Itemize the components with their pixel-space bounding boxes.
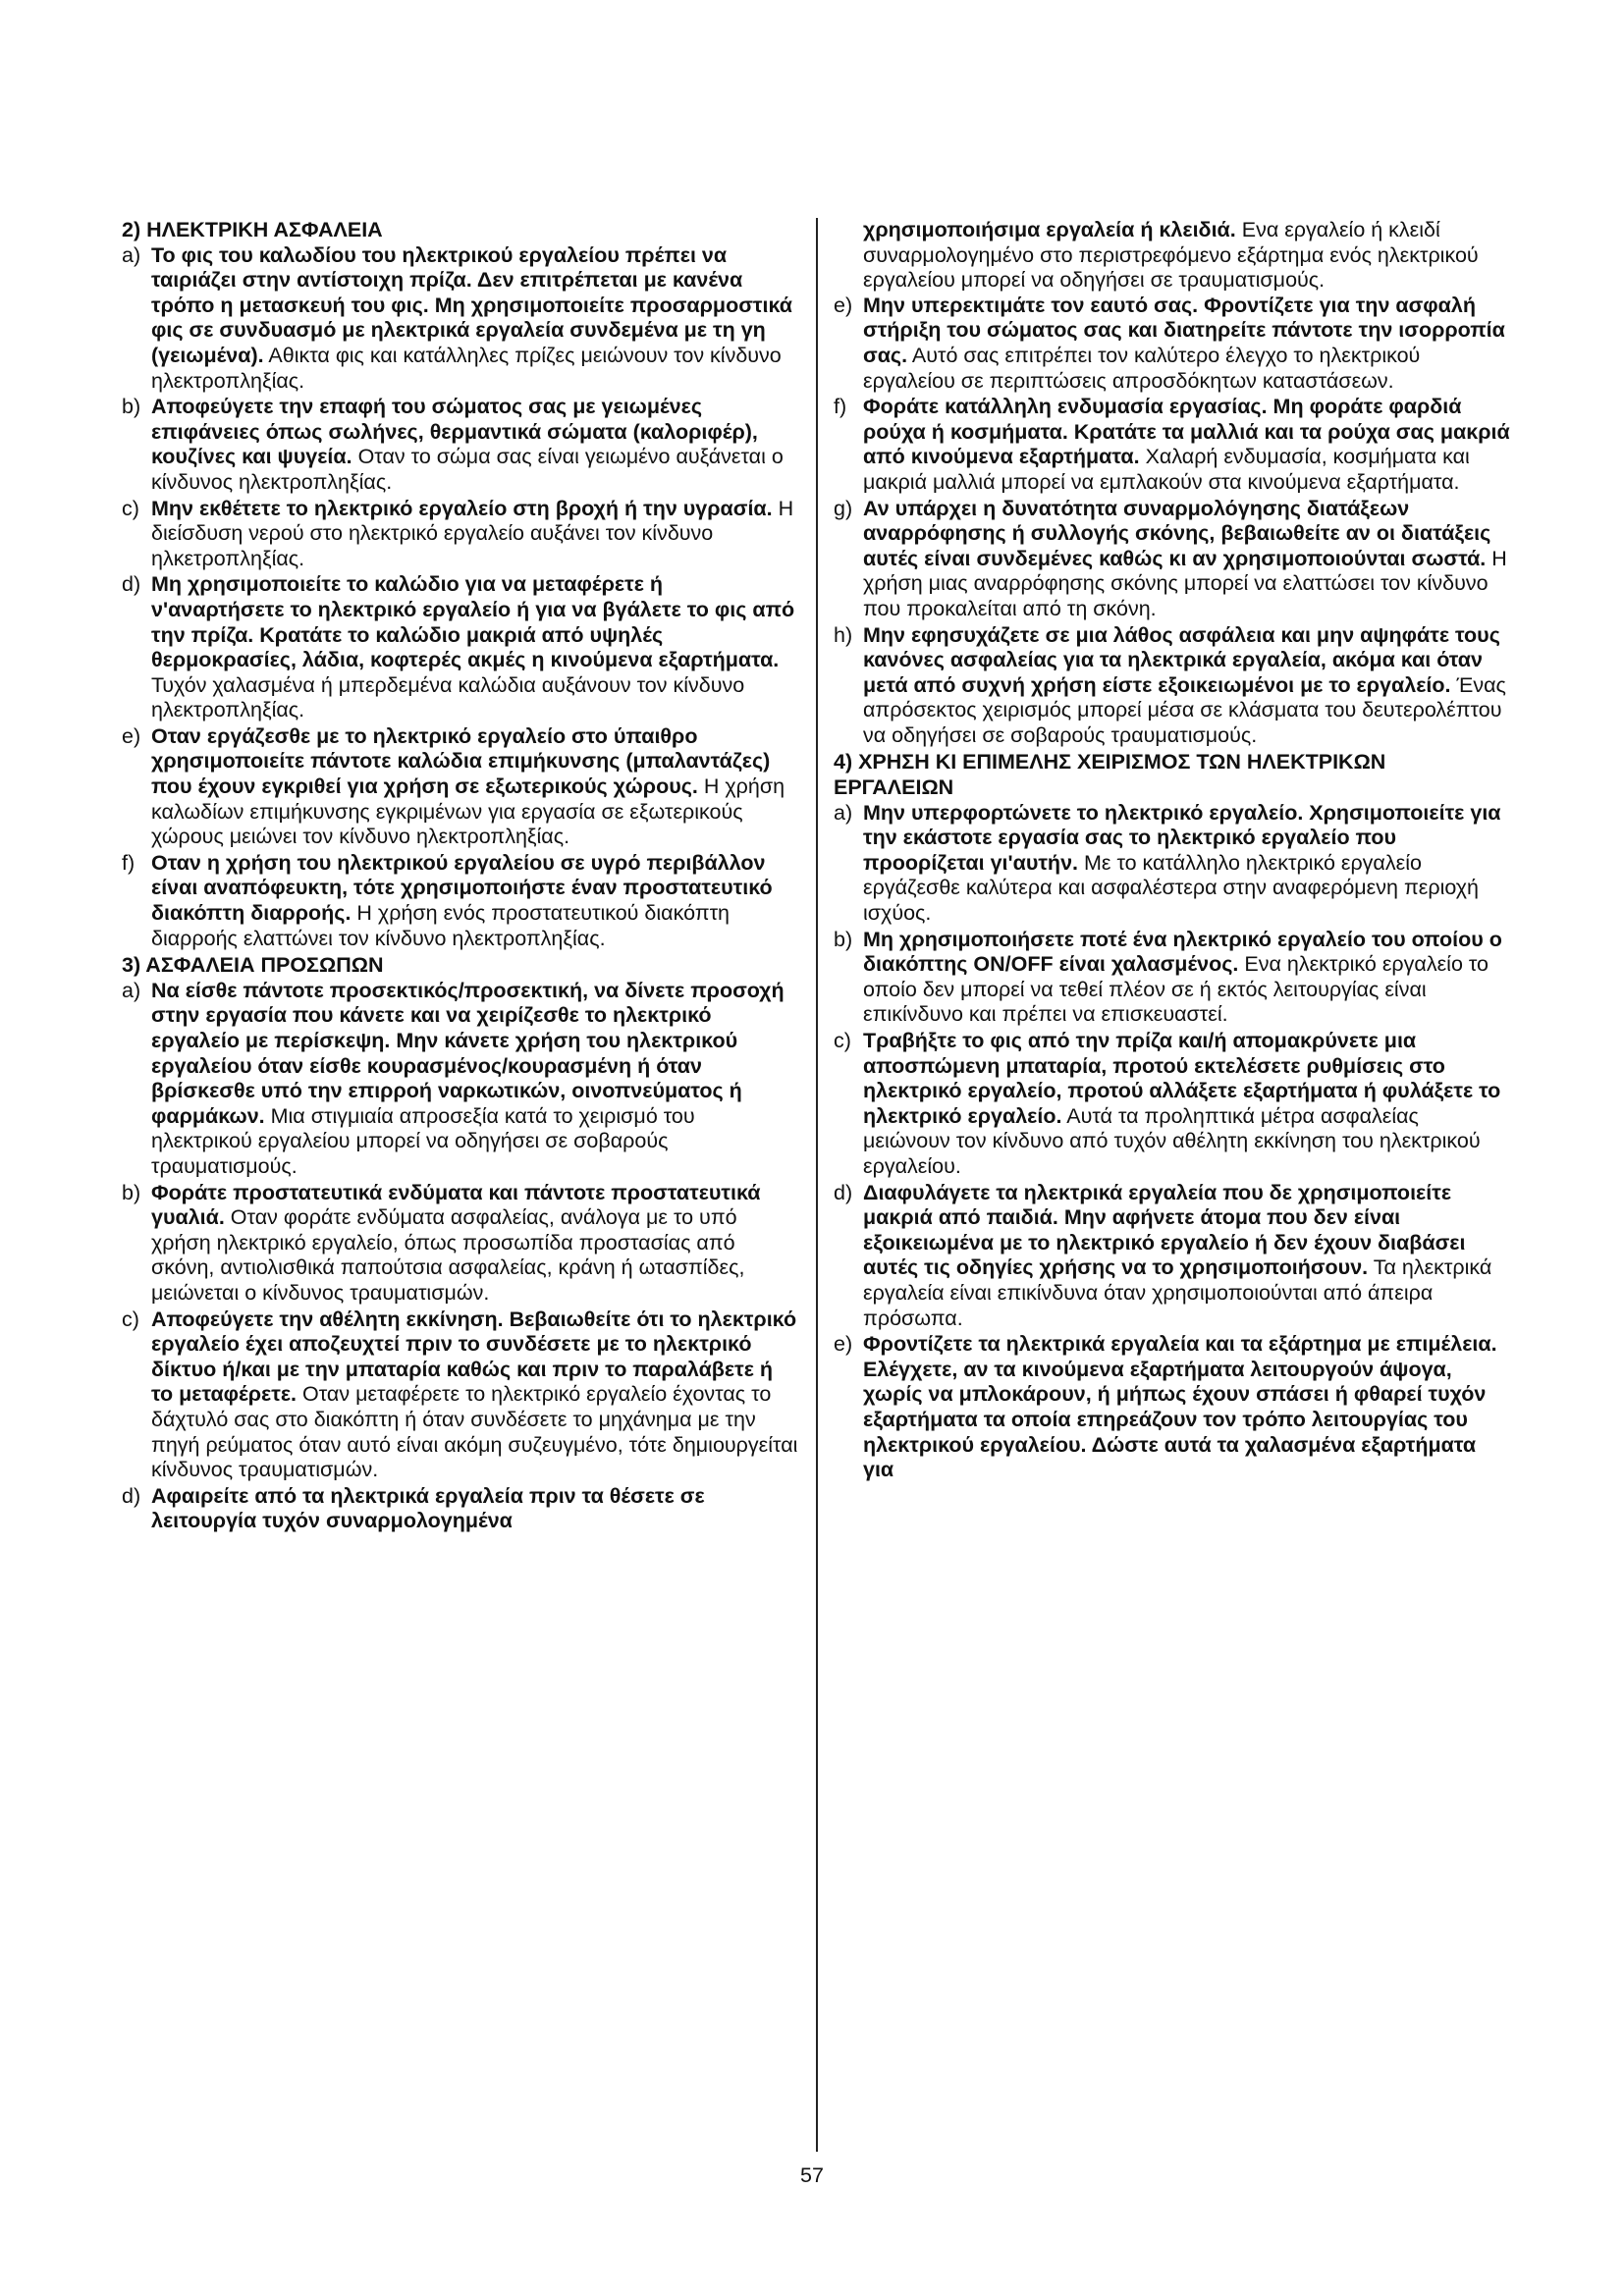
item-label: b) [122,1180,141,1204]
list-item [834,1332,1511,1483]
electrical-safety-list [122,243,799,952]
list-item [122,572,799,723]
item-normal-text: Η χρήση καλωδίων επιμήκυνσης εγκριμένων για εργασία σε εξωτερικούς χώρους μειώνει τον κίνδυνο ηλεκτροπληξίας. [151,774,785,849]
item-label: a) [122,242,141,267]
column-divider [816,218,818,2152]
item-normal-text: Η χρήση μιας αναρρόφησης σκόνης μπορεί να ελαττώσει τον κίνδυνο που προκαλείται από τη σκόνη. [863,546,1507,620]
item-bold-text: Οταν η χρήση του ηλεκτρικού εργαλείου σε υγρό περιβάλλον είναι αναπόφευκτη, τότε χρησιμοποιήστε έναν προστατευτικό διακόπτη διαρροής. [151,850,773,926]
item-normal-text: Οταν μεταφέρετε το ηλεκτρικό εργαλείο έχοντας το δάχτυλό σας στο διακόπτη ή όταν συνδέσετε το μηχάνημα με την πηγή ρεύματος όταν αυτό είναι ακόμη συζευγμένο, τότε δημιουργείται κίνδυνος τραυματισμών. [151,1382,798,1482]
item-label: d) [834,1180,853,1204]
section-heading-tool-use-care: 4) ΧΡΗΣΗ ΚΙ ΕΠΙΜΕΛΗΣ ΧΕΙΡΙΣΜΟΣ ΤΩΝ ΗΛΕΚΤΡΙΚΩΝ ΕΡΓΑΛΕΙΩΝ [834,750,1386,800]
item-normal-text: Ένας απρόσεκτος χειρισμός μπορεί μέσα σε κλάσματα του δευτερολέπτου να οδηγήσει σε σοβαρούς τραυματισμούς. [863,672,1506,747]
item-bold-text: Διαφυλάγετε τα ηλεκτρικά εργαλεία που δε χρησιμοποιείτε μακριά από παιδιά. Μην αφήνετε άτομα που δεν είναι εξοικειωμένα με το ηλεκτρικό εργαλείο ή δεν έχουν διαβάσει αυτές τις οδηγίες χρήσης να το χρησιμοποιήσουν. [863,1180,1466,1280]
item-bold-text: Να είσθε πάντοτε προσεκτικός/προσεκτική, να δίνετε προσοχή στην εργασία που κάνετε και να χειρίζεσθε το ηλεκτρικό εργαλείο με περίσκεψη. Μην κάνετε χρήση του ηλεκτρικού εργαλείου όταν είσθε κουρασμένος/κουρασμένη ή όταν βρίσκεσθε υπό την επιρροή ναρκωτικών, οινοπνεύματος ή φαρμάκων. [151,978,785,1128]
item-normal-text: Μια στιγμιαία απροσεξία κατά το χειρισμό του ηλεκτρικού εργαλείου μπορεί να οδηγήσει σε σοβαρούς τραυματισμούς. [151,1103,695,1178]
item-label: a) [122,978,141,1002]
item-label: c) [122,496,139,520]
item-label: b) [122,395,141,419]
item-label: d) [122,572,141,597]
item-bold-text: Αποφεύγετε την αθέλητη εκκίνηση. Βεβαιωθείτε ότι το ηλεκτρικό εργαλείο έχει αποζευχτεί πριν το συνδέσετε με το ηλεκτρικό δίκτυο ή/και με την μπαταρία καθώς και πριν το παραλάβετε ή το μεταφέρετε. [151,1307,797,1407]
item-label: f) [834,395,847,419]
item-bold-text: Τραβήξτε το φις από την πρίζα και/ή απομακρύνετε μια αποσπώμενη μπαταρία, προτού εκτελέσετε ρυθμίσεις στο ηλεκτρικό εργαλείο, προτού αλλάξετε εξαρτήματα ή φυλάξετε το ηλεκτρικό εργαλείο. [863,1029,1501,1128]
list-item [834,497,1511,622]
item-bold-text: Το φις του καλωδίου του ηλεκτρικού εργαλείου πρέπει να ταιριάζει στην αντίστοιχη πρίζα. Δεν επιτρέπεται με κανένα τρόπο η μετασκευή του φις. Μη χρησιμοποιείτε προσαρμοστικά φις σε συνδυασμό με ηλεκτρικά εργαλεία συνδεμένα με τη γη (γειωμένα). [151,242,792,367]
item-bold-text: Μην υπερεκτιμάτε τον εαυτό σας. Φροντίζετε για την ασφαλή στήριξη του σώματος σας και διατηρείτε πάντοτε την ισορροπία σας. [863,293,1505,367]
item-label: e) [834,1332,853,1357]
item-bold-text: Μη χρησιμοποιείτε το καλώδιο για να μεταφέρετε ή ν'αναρτήσετε το ηλεκτρικό εργαλείο ή για να βγάλετε το φις από την πρίζα. Κρατάτε το καλώδιο μακριά από υψηλές θερμοκρασίες, λάδια, κοφτερές ακμές η κινούμενα εξαρτήματα. [151,572,795,672]
list-item [834,801,1511,927]
list-item [122,724,799,850]
item-normal-text: Με το κατάλληλο ηλεκτρικό εργαλείο εργάζεσθε καλύτερα και ασφαλέστερα στην αναφερόμενη περιοχή ισχύος. [863,850,1479,926]
item-label: c) [122,1307,139,1331]
right-column [834,218,1511,1484]
item-label: e) [834,293,853,317]
item-bold-text: Μην υπερφορτώνετε το ηλεκτρικό εργαλείο. Χρησιμοποιείτε για την εκάστοτε εργασία σας το ηλεκτρικό εργαλείο που προορίζεται γι'αυτήν. [863,800,1501,875]
item-normal-text: Αυτά τα προληπτικά μέτρα ασφαλείας μειώνουν τον κίνδυνο από τυχόν αθέλητη εκκίνηση του ηλεκτρικού εργαλείου. [863,1103,1481,1178]
item-normal-text: Οταν το σώμα σας είναι γειωμένο αυξάνεται ο κίνδυνος ηλεκτροπληξίας. [151,445,784,494]
item-label: a) [834,800,853,825]
list-item [834,395,1511,495]
item-label: d) [122,1483,141,1508]
list-item [834,928,1511,1028]
list-item [122,851,799,951]
section-heading-personal-safety: 3) ΑΣΦΑΛΕΙΑ ΠΡΟΣΩΠΩΝ [122,953,384,978]
item-normal-text: Η διείσδυση νερού στο ηλεκτρικό εργαλείο αυξάνει τον κίνδυνο ηλκετροπληξίας. [151,496,794,570]
list-item [122,243,799,395]
item-label: e) [122,723,141,748]
item-bold-text: Μην εκθέτετε το ηλεκτρικό εργαλείο στη βροχή ή την υγρασία. [151,496,773,520]
item-normal-text: Οταν φοράτε ενδύματα ασφαλείας, ανάλογα με το υπό χρήση ηλεκτρικό εργαλείο, όπως προσωπίδα προστασίας από σκόνη, αντιολισθικά παπούτσια ασφαλείας, κράνη ή ωτασπίδες, μειώνεται ο κίνδυνος τραυματισμών. [151,1205,745,1305]
item-bold-text: Φοράτε κατάλληλη ενδυμασία εργασίας. Μη φοράτε φαρδιά ρούχα ή κοσμήματα. Κρατάτε τα μαλλιά και τα ρούχα σας μακριά από κινούμενα εξαρτήματα. [863,395,1510,469]
list-item [834,623,1511,749]
item-label: c) [834,1029,851,1052]
item-normal-text: Χαλαρή ενδυμασία, κοσμήματα και μακριά μαλλιά μπορεί να εμπλακούν στα κινούμενα εξαρτήματα. [863,445,1470,494]
item-normal-text: Τυχόν χαλασμένα ή μπερδεμένα καλώδια αυξάνουν τον κίνδυνο ηλεκτροπληξίας. [151,672,745,722]
item-bold-text: Αφαιρείτε από τα ηλεκτρικά εργαλεία πριν τα θέσετε σε λειτουργία τυχόν συναρμολογημένα [151,1483,705,1533]
personal-safety-list [122,979,799,1534]
list-item [834,1181,1511,1332]
item-normal-text: Αυτό σας επιτρέπει τον καλύτερο έλεγχο το ηλεκτρικού εργαλείου σε περιπτώσεις απροσδόκητων καταστάσεων. [863,343,1421,393]
tool-use-care-list [834,801,1511,1483]
item-label: h) [834,622,853,647]
continued-normal-text: Ενα εργαλείο ή κλειδί συναρμολογημένο στο περιστρεφόμενο εξάρτημα ενός ηλεκτρικού εργαλείου μπορεί να οδηγήσει σε τραυματισμούς. [863,218,1479,293]
item-label: f) [122,850,135,875]
item-normal-text: Τα ηλεκτρικά εργαλεία είναι επικίνδυνα όταν χρησιμοποιούνται από άπειρα πρόσωπα. [863,1255,1492,1330]
personal-safety-list-continued [834,294,1511,749]
item-normal-text: Ενα ηλεκτρικό εργαλείο το οποίο δεν μπορεί να τεθεί πλέον σε ή εκτός λειτουργίας είναι επικίνδυνο και πρέπει να επισκευαστεί. [863,952,1489,1027]
list-item [122,395,799,495]
page-number: 57 [800,2163,824,2187]
item-label: g) [834,496,853,520]
item-bold-text: Φοράτε προστατευτικά ενδύματα και πάντοτε προστατευτικά γυαλιά. [151,1180,761,1230]
list-item [834,1029,1511,1180]
item-normal-text: Αθικτα φις και κατάλληλες πρίζες μειώνουν τον κίνδυνο ηλεκτροπληξίας. [151,343,782,393]
item-bold-text: Μη χρησιμοποιήσετε ποτέ ένα ηλεκτρικό εργαλείο του οποίου ο διακόπτης ON/OFF είναι χαλασμένος. [863,927,1502,977]
list-item [122,1181,799,1307]
section-heading-electrical-safety: 2) ΗΛΕΚΤΡΙΚΗ ΑΣΦΑΛΕΙΑ [122,218,383,241]
item-bold-text: Αν υπάρχει η δυνατότητα συναρμολόγησης διατάξεων αναρρόφησης ή συλλογής σκόνης, βεβαιωθείτε αν οι διατάξεις αυτές είναι συνδεμένες καθώς κι αν χρησιμοποιούνται σωστά. [863,496,1491,570]
continued-paragraph [834,218,1511,294]
list-item [834,294,1511,394]
list-item [122,1484,799,1534]
item-bold-text: Φροντίζετε τα ηλεκτρικά εργαλεία και τα εξάρτημα με επιμέλεια. Ελέγχετε, αν τα κινούμενα εξαρτήματα λειτουργούν άψογα, χωρίς να μπλοκάρουν, ή μήπως έχουν σπάσει ή φθαρεί τυχόν εξαρτήματα τα οποία επηρεάζουν τον τρόπο λειτουργίας του ηλεκτρικού εργαλείου. Δώστε αυτά τα χαλασμένα εξαρτήματα για [863,1332,1497,1482]
item-bold-text: Μην εφησυχάζετε σε μια λάθος ασφάλεια και μην αψηφάτε τους κανόνες ασφαλείας για τα ηλεκτρικά εργαλεία, ακόμα και όταν μετά από συχνή χρήση είστε εξοικειωμένοι με το εργαλείο. [863,622,1500,697]
continued-bold-text: χρησιμοποιήσιμα εργαλεία ή κλειδιά. [863,218,1236,241]
list-item [122,497,799,572]
list-item [122,1308,799,1483]
item-normal-text: Η χρήση ενός προστατευτικού διακόπτη διαρροής ελαττώνει τον κίνδυνο ηλεκτροπληξίας. [151,901,731,950]
item-bold-text: Οταν εργάζεσθε με το ηλεκτρικό εργαλείο στο ύπαιθρο χρησιμοποιείτε πάντοτε καλώδια επιμήκυνσης (μπαλαντάζες) που έχουν εγκριθεί για χρήση σε εξωτερικούς χώρους. [151,723,771,799]
item-label: b) [834,927,853,951]
item-bold-text: Αποφεύγετε την επαφή του σώματος σας με γειωμένες επιφάνειες όπως σωλήνες, θερμαντικά σώματα (καλοριφέρ), κουζίνες και ψυγεία. [151,395,758,469]
left-column [122,218,799,1535]
list-item [122,979,799,1180]
